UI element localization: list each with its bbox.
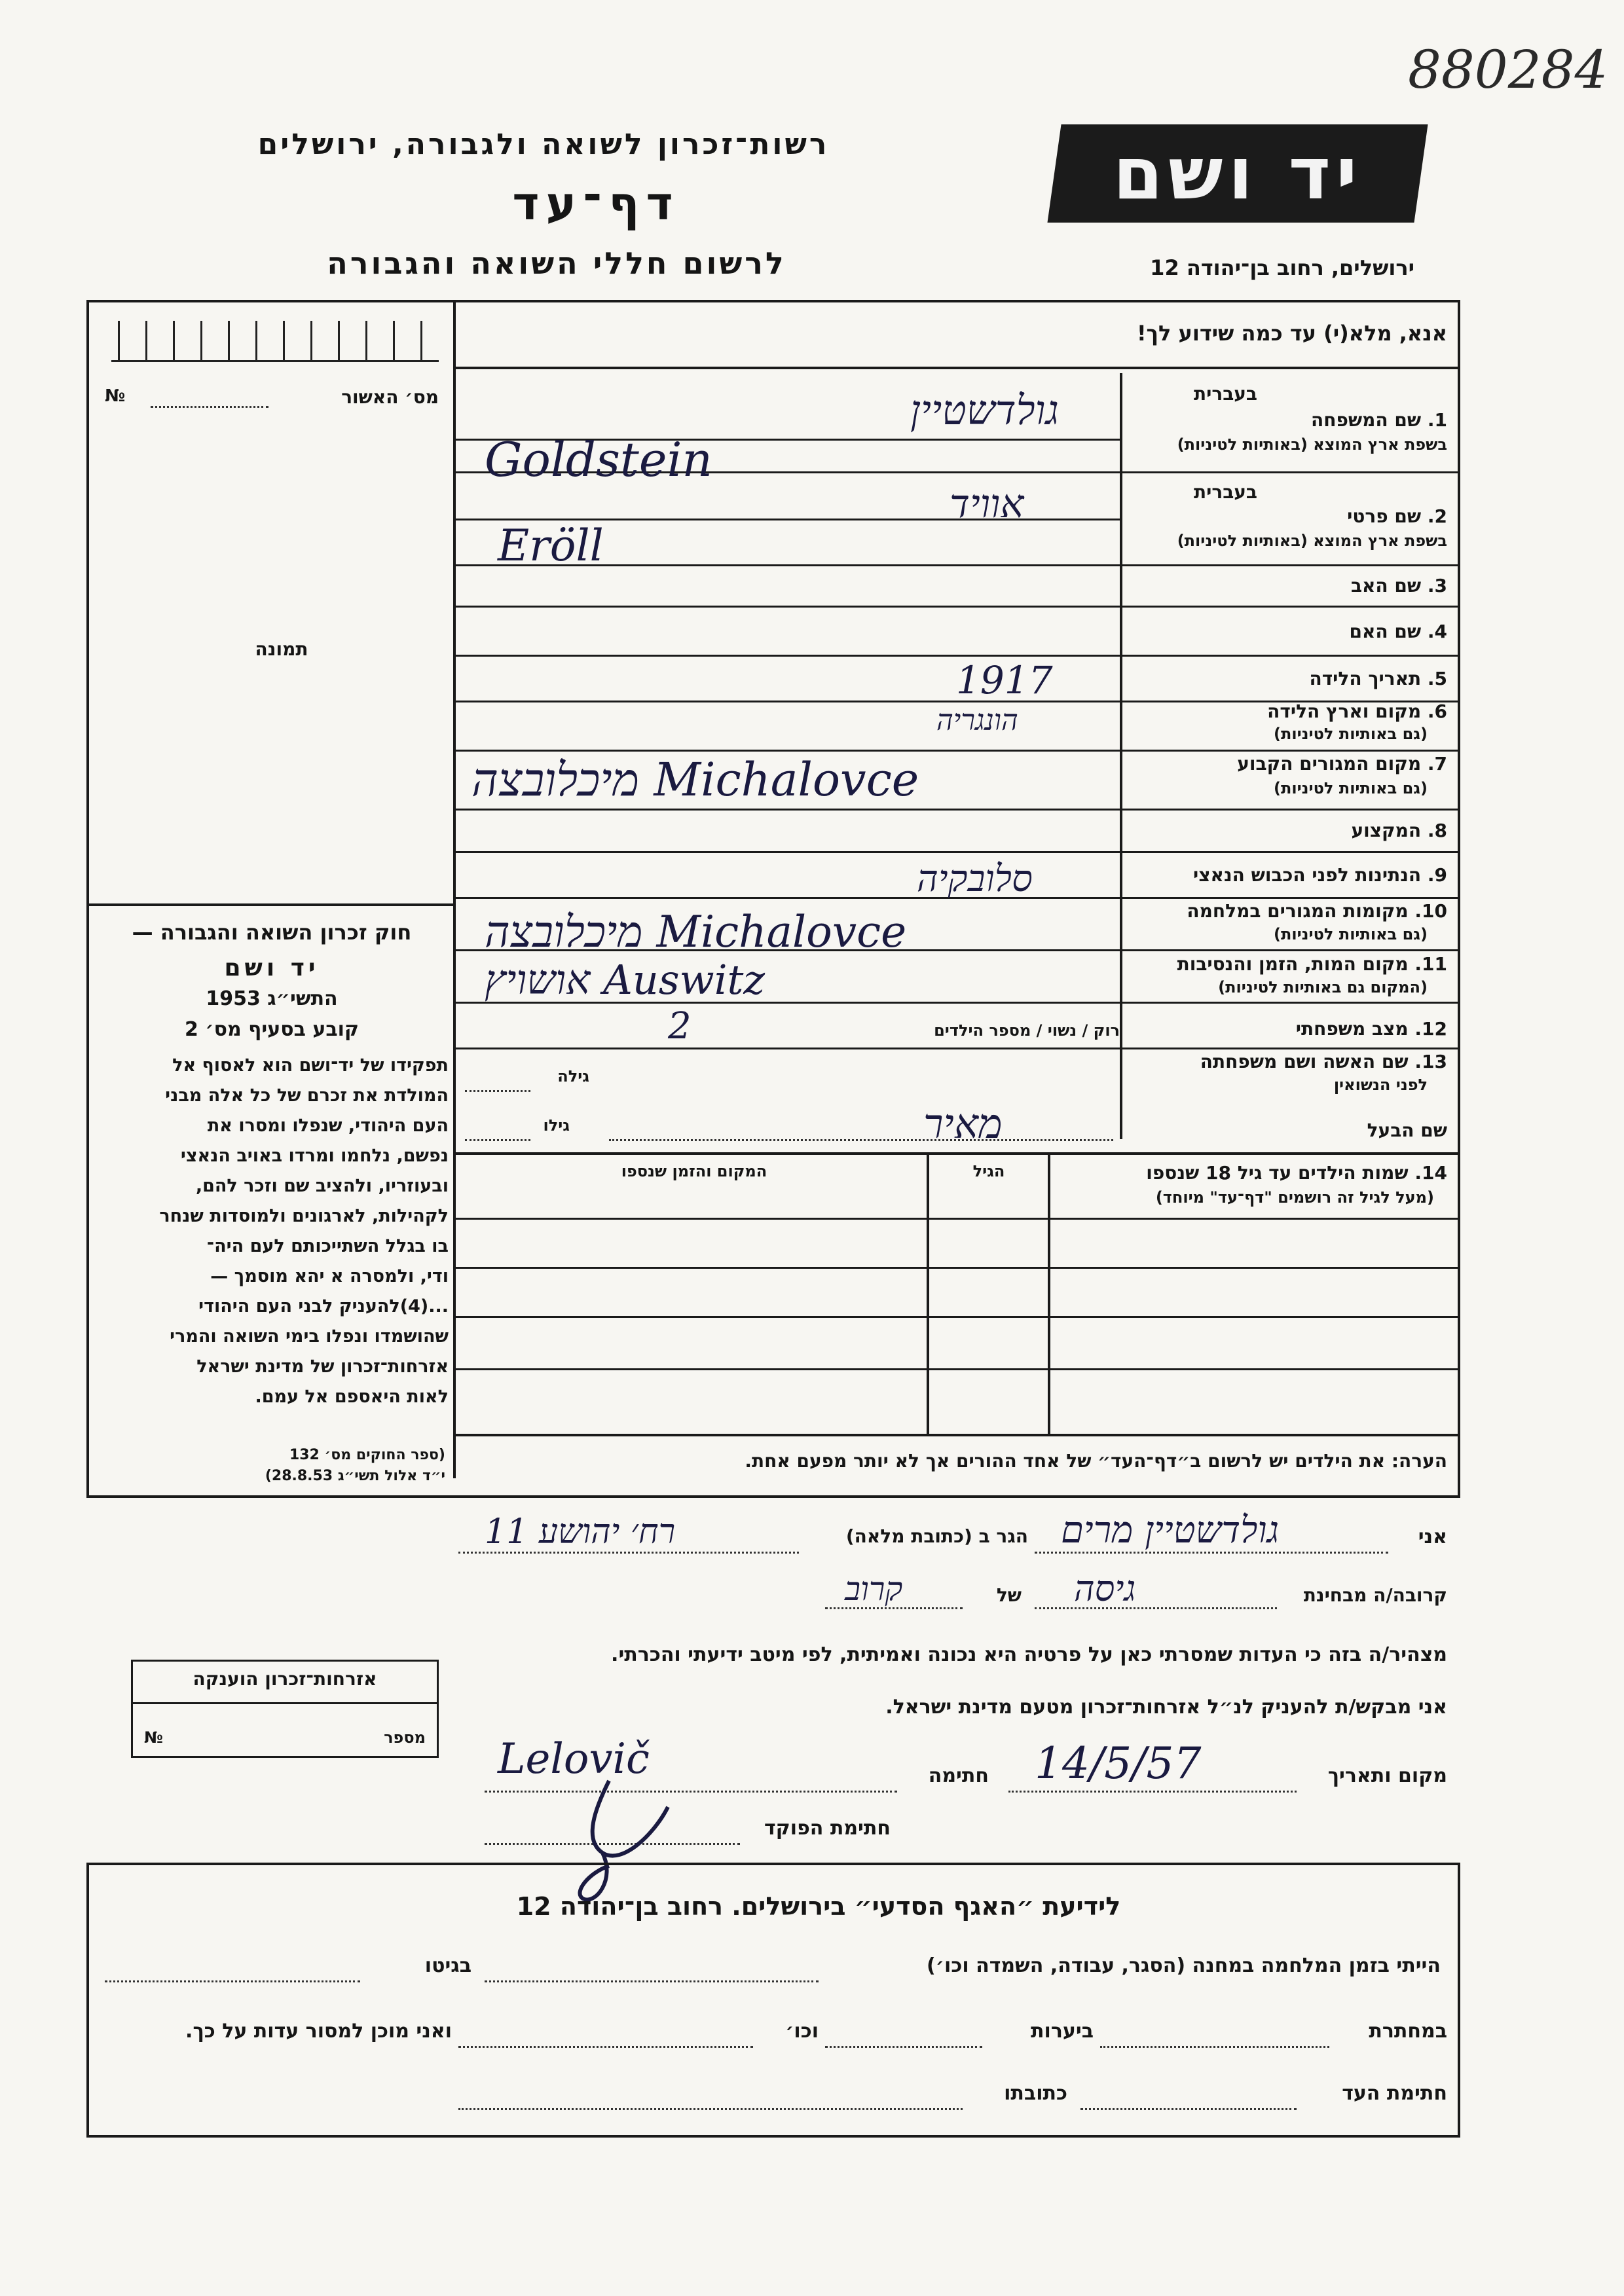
row-line: [456, 655, 1460, 657]
husband-label: שם הבעל: [1367, 1120, 1447, 1141]
surname-hebrew: גולדשטיין: [910, 386, 1059, 434]
bottom-dots-7: [458, 2108, 963, 2110]
approval-label: מס׳ האשור: [341, 386, 439, 408]
row-line: [456, 564, 1460, 566]
field-7-label: 7. מקום המגורים הקבוע: [1237, 753, 1447, 774]
yad-vashem-logo: [1047, 124, 1428, 223]
form-title: דף־עד: [512, 177, 680, 230]
law-text-line: המולדת את זכרם של כל אלה מבני: [165, 1085, 449, 1106]
law-text-line: ובעוזריו, ולהציב שם וזכר להם,: [195, 1176, 449, 1196]
place-date-label: מקום ותאריך: [1327, 1764, 1447, 1787]
field-12-options: רוק / נשוי / מספר הילדים: [934, 1021, 1120, 1040]
surname-latin: Goldstein: [485, 432, 712, 487]
witness-sig-label: חתימת העד: [1342, 2082, 1447, 2105]
bottom-dots-4: [825, 2046, 982, 2048]
origin-lang: בשפת ארץ המוצא: [1313, 435, 1447, 454]
law-text-line: העם היהודי, שנפלו ומסרו את: [207, 1116, 449, 1136]
law-text-line: שהושמדו ונפלו בימי השואה והמרי: [170, 1326, 449, 1347]
birth-year: 1917: [956, 658, 1053, 702]
law-title: חוק זכרון השואה והגבורה —: [132, 920, 412, 945]
hebrew-label-1: בעברית: [1193, 383, 1257, 405]
statement-1: מצהיר/ה בזה כי העדות שמסרתי כאן על פרטיה היא נכונה ואמיתית, לפי מיטב ידיעתי והכרתי.: [611, 1643, 1447, 1666]
bottom-dots-1: [485, 1980, 819, 1982]
law-name: יד ושם: [224, 955, 320, 981]
children-col-2: [1048, 1152, 1050, 1434]
field-10-label: 10. מקומות המגורים במלחמה: [1187, 900, 1447, 922]
law-text-line: נפשם, נלחמו ומרדו באויב הנאצי: [180, 1146, 449, 1166]
bottom-underground: במחתרת: [1369, 2020, 1447, 2043]
wartime-places: מיכלובצה Michalovce: [485, 907, 907, 957]
bottom-dots-5: [458, 2046, 753, 2048]
children-row-line: [456, 1368, 1460, 1370]
children-row-line: [456, 1218, 1460, 1220]
col-age-label: הגיל: [972, 1162, 1005, 1180]
law-text-line: בו בגלל השתייכותם לעם היה־: [206, 1236, 449, 1256]
law-ref-2: י״ד אלול תשי״ג 28.8.53): [265, 1468, 445, 1484]
nationality: סלובקיה: [917, 858, 1033, 900]
row-line: [456, 606, 1460, 608]
logo-text: יד ושם: [1113, 132, 1363, 215]
field-14-label: 14. שמות הילדים עד גיל 18 שנספו: [1146, 1162, 1447, 1184]
law-text-line: ודי, ולמסרה א יהא מוסמך —: [210, 1266, 449, 1286]
bottom-ready: ואני מוכן למסור עדות על כך.: [185, 2020, 452, 2043]
field-11-label: 11. מקום המות, הזמן והנסיבות: [1177, 953, 1447, 975]
husband-age-dots: [465, 1139, 530, 1141]
relation-of: קרוב: [845, 1570, 903, 1608]
field-10-sub: (גם באותיות לטיניות): [1274, 925, 1428, 943]
latin-note: (באותיות לטיניות): [1177, 435, 1308, 454]
children-col-1: [927, 1152, 929, 1434]
citizenship-no: №: [144, 1728, 163, 1747]
photo-box-bottom: [86, 903, 453, 906]
sign-name: Lelovič: [498, 1735, 650, 1783]
wife-age-label: גילה: [557, 1067, 589, 1085]
children-row-line: [456, 1316, 1460, 1318]
field-1-sub: [1126, 435, 1447, 454]
decl-name-dots: [1035, 1552, 1388, 1554]
row-line: [456, 1048, 1460, 1049]
row-line: [1122, 471, 1460, 473]
birth-place: הונגריה: [936, 704, 1018, 737]
bottom-dots-3: [1100, 2046, 1329, 2048]
children-bottom: [456, 1434, 1460, 1436]
field-4-label: 4. שם האם: [1349, 621, 1447, 642]
law-text-line: לקהילות, לארגונים ולמוסדות שנחר: [159, 1206, 449, 1226]
bottom-dots-2: [105, 1980, 360, 1982]
signature-dots: [485, 1791, 897, 1793]
col-place-label: המקום והזמן שנספו: [621, 1162, 767, 1180]
date-dots: [1008, 1791, 1297, 1793]
husband-dots: [609, 1139, 1113, 1141]
law-text-line: אזרחות־זכרון של מדינת ישראל: [196, 1357, 449, 1377]
law-year: 1953: [206, 987, 261, 1010]
husband-age-label: גילו: [543, 1116, 570, 1135]
signature-label: חתימה: [928, 1764, 989, 1787]
children-top: [456, 1152, 1460, 1155]
form-subtitle: לרשום חללי השואה והגבורה: [327, 246, 786, 281]
citizenship-number-label: מספר: [384, 1728, 426, 1747]
field-6-sub: (גם באותיות לטיניות): [1274, 725, 1428, 743]
field-13-label: 13. שם האשה ושם משפחתה: [1200, 1051, 1447, 1072]
field-3-label: 3. שם האב: [1350, 575, 1447, 596]
death-place: אושויץ Auswitz: [485, 956, 766, 1004]
bottom-line-1: הייתי בזמן המלחמה במחנה (הסגר, עבודה, השמדה וכו׳): [927, 1954, 1441, 1977]
bottom-etc: וכו׳: [785, 2020, 819, 2043]
origin-lang: בשפת ארץ המוצא: [1313, 532, 1447, 550]
decl-date: 14/5/57: [1035, 1738, 1202, 1789]
declarant-address: רח׳ יהושע 11: [485, 1512, 676, 1552]
archive-number: 880284: [1408, 39, 1608, 100]
left-column-divider: [453, 300, 456, 1478]
row-line: [456, 809, 1460, 811]
law-text-line: תפקידו של יד־ושם הוא לאסוף אל: [172, 1055, 449, 1076]
latin-note: (באותיות לטיניות): [1177, 532, 1308, 550]
row-line: [456, 750, 1460, 752]
decl-of: של: [996, 1584, 1022, 1606]
tick-boxes: [111, 321, 439, 362]
law-text: [95, 1051, 449, 1412]
statement-2: אני מבקש/ת להעניק לנ״ל אזרחות־זכרון מטעם מדינת ישראל.: [885, 1696, 1447, 1719]
field-7-sub: (גם באותיות לטיניות): [1274, 779, 1428, 797]
bottom-dots-6: [1080, 2108, 1297, 2110]
photo-label: תמונה: [255, 638, 308, 660]
bottom-forests: ביערות: [1031, 2020, 1094, 2043]
marital-mark: 2: [668, 1005, 692, 1048]
witness-address-label: כתובתו: [1004, 2082, 1067, 2105]
field-1-label: 1. שם המשפחה: [1311, 409, 1447, 431]
citizenship-divider: [133, 1702, 437, 1704]
authority-line: רשות־זכרון לשואה ולגבורה, ירושלים: [257, 128, 830, 161]
field-9-label: 9. הנתינות לפני הכבוש הנאצי: [1193, 864, 1447, 886]
address-line: ירושלים, רחוב בן־יהודה 12: [1150, 255, 1414, 280]
wife-age-dots: [465, 1090, 530, 1092]
residence: מיכלובצה Michalovce: [471, 753, 919, 807]
instruction: אנא, מלא(י) עד כמה שידוע לך!: [1136, 321, 1447, 346]
law-text-line: לאות היאספם אל עמם.: [255, 1387, 449, 1407]
law-section: קובע בסעיף מס׳ 2: [184, 1018, 360, 1041]
field-2-sub: [1126, 532, 1447, 550]
field-12-label: 12. מצב משפחתי: [1295, 1018, 1447, 1040]
children-row-line: [456, 1267, 1460, 1269]
hebrew-label-2: בעברית: [1193, 481, 1257, 503]
field-14-sub: (מעל לגיל זה רושמים "דף־עד" מיוחד): [1155, 1188, 1434, 1207]
law-year-he: התשי״ג: [267, 987, 338, 1010]
note: הערה: את הילדים יש לרשום ב״דף־העד״ של אחד ההורים אך לא יותר מפעם אחת.: [745, 1450, 1447, 1472]
bottom-title: לידיעת ״האגף הסדעי״ בירושלים. רחוב בן־יהודה 12: [516, 1892, 1121, 1921]
bottom-ghetto: בגיטו: [424, 1954, 471, 1977]
firstname-latin: Eröll: [498, 520, 604, 571]
decl-resides: הגר ב (כתובת מלאה): [845, 1525, 1028, 1547]
field-11-sub: (המקום גם באותיות לטיניות): [1218, 978, 1428, 996]
field-8-label: 8. המקצוע: [1351, 820, 1447, 841]
field-13-sub: לפני הנשואין: [1333, 1076, 1428, 1094]
law-text-line: ...(4)להעניק לבני העם היהודי: [198, 1296, 449, 1317]
relation: גיסה: [1074, 1568, 1136, 1609]
husband-name: מאיר: [923, 1100, 1003, 1148]
declarant-name: גולדשטיין מרים: [1061, 1509, 1280, 1552]
law-year-line: [98, 987, 445, 1010]
decl-ani: אני: [1418, 1525, 1447, 1548]
field-5-label: 5. תאריך הלידה: [1309, 668, 1447, 689]
decl-relative: קרובה/ה מבחינת: [1303, 1584, 1447, 1606]
field-6-label: 6. מקום וארץ הלידה: [1267, 701, 1447, 722]
label-column-divider: [1120, 373, 1122, 1139]
decl-relation-dots: [1035, 1607, 1277, 1609]
law-ref-1: (ספר החוקים מס׳ 132: [289, 1447, 445, 1463]
field-2-label: 2. שם פרטי: [1347, 505, 1447, 527]
row-line: [456, 851, 1460, 853]
approval-dots: [151, 406, 268, 408]
approval-no: №: [105, 386, 126, 406]
decl-address-dots: [458, 1552, 799, 1554]
citizenship-title: אזרחות־זכרון הוענקה: [193, 1668, 377, 1690]
firstname-hebrew: אוויד: [950, 481, 1024, 527]
officer-sig-label: חתימת הפוקד: [764, 1817, 891, 1840]
instruction-divider: [456, 367, 1460, 369]
